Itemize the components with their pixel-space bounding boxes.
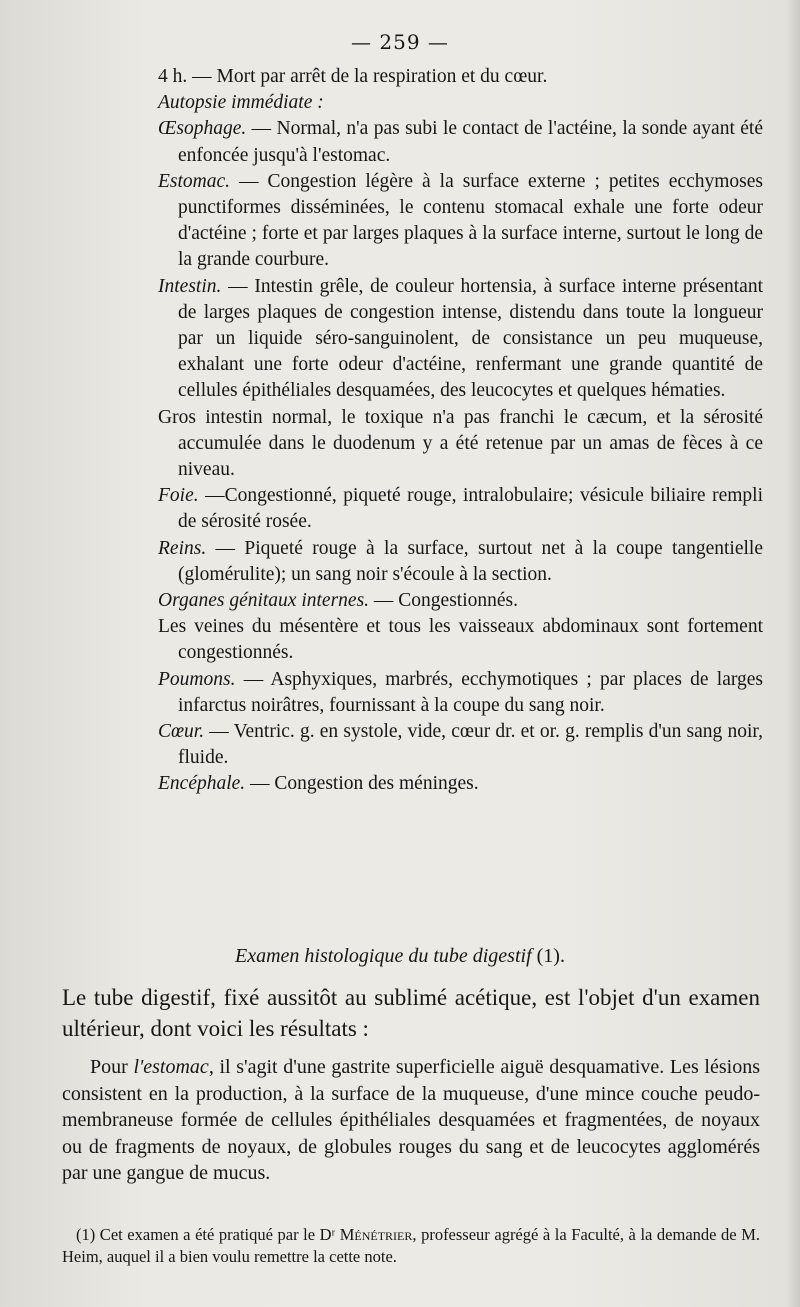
- note-entry: [158, 719, 763, 771]
- note-entry: [158, 483, 763, 535]
- note-label: Reins.: [158, 537, 207, 559]
- page-number: — 259 —: [351, 30, 449, 54]
- note-entry: [158, 536, 763, 588]
- paragraph-italic-term: l'estomac: [133, 1056, 209, 1078]
- note-label: Autopsie immédiate :: [158, 92, 324, 114]
- note-label: Estomac.: [158, 170, 231, 192]
- section-heading: [0, 945, 800, 968]
- note-entry: [158, 771, 763, 797]
- note-entry: [158, 90, 763, 116]
- footnote: [62, 1224, 760, 1268]
- note-text: — Congestion des méninges.: [245, 773, 479, 795]
- note-entry: [158, 116, 763, 168]
- paragraph-rest: , il s'agit d'une gastrite superficielle aiguë desquamative. Les lésions consistent en la production, à la surface de la muqueuse, d'une mince couche peudo-membraneuse formée de cellules épithéliales desquamées et fragmentées, de noyaux ou de fragments de noyaux, de globules rouges du sang et de leucocytes agglomérés par une gangue de mucus.: [62, 1056, 760, 1184]
- note-text: —Congestionné, piqueté rouge, intralobulaire; vésicule biliaire rempli de sérosité rosée.: [178, 485, 763, 533]
- note-text: 4 h. — Mort par arrêt de la respiration et du cœur.: [158, 66, 548, 87]
- note-text: Gros intestin normal, le toxique n'a pas franchi le cæcum, et la sérosité accumulée dans le duodenum y a été retenue par un amas de fèces à ce niveau.: [158, 406, 763, 481]
- note-label: Encéphale.: [158, 773, 246, 795]
- note-text: — Asphyxiques, marbrés, ecchymotiques ; par places de larges infarctus noirâtres, fournissant à la coupe du sang noir.: [178, 668, 763, 716]
- note-label: Poumons.: [158, 668, 236, 690]
- paragraph-estomac: [62, 1054, 760, 1187]
- note-entry: [158, 667, 763, 719]
- paragraph-intro: Le tube digestif, fixé aussitôt au sublimé acétique, est l'objet d'un examen ultérieur, dont voici les résultats :: [62, 985, 760, 1041]
- footnote-name: Ménétrier: [339, 1225, 413, 1244]
- autopsy-notes: [158, 64, 763, 798]
- note-label: Foie.: [158, 485, 199, 507]
- note-entry: [158, 614, 763, 666]
- footnote-lead: (1) Cet examen a été pratiqué par le Dʳ: [76, 1225, 340, 1244]
- section-heading-footnote-ref: (1).: [531, 945, 565, 967]
- note-entry: [158, 588, 763, 614]
- note-label: Organes génitaux internes.: [158, 590, 370, 612]
- note-label: Cœur.: [158, 721, 205, 743]
- section-heading-title: Examen histologique du tube digestif: [235, 945, 532, 967]
- footnote-rest: , professeur agrégé à la Faculté, à la demande de M. Heim, auquel il a bien voulu remettre la cette note.: [62, 1225, 760, 1266]
- note-entry: [158, 274, 763, 405]
- page-edge-shadow: [786, 0, 800, 1307]
- body-text: [62, 982, 760, 1187]
- note-text: Les veines du mésentère et tous les vaisseaux abdominaux sont fortement congestionnés.: [158, 616, 763, 664]
- note-label: Œsophage.: [158, 118, 247, 140]
- note-text: — Congestion légère à la surface externe ; petites ecchymoses punctiformes disséminées, le contenu stomacal exhale une forte odeur d'actéine ; forte et par larges plaques à la surface interne, surtout le long de la grande courbure.: [178, 170, 763, 271]
- note-text: — Ventric. g. en systole, vide, cœur dr. et or. g. remplis d'un sang noir, fluide.: [178, 721, 763, 769]
- note-text: — Piqueté rouge à la surface, surtout net à la coupe tangentielle (glomérulite); un sang noir s'écoule à la section.: [178, 537, 763, 585]
- paragraph-lead: Pour: [90, 1056, 134, 1078]
- note-label: Intestin.: [158, 275, 222, 297]
- note-text: — Normal, n'a pas subi le contact de l'actéine, la sonde ayant été enfoncée jusqu'à l'estomac.: [178, 118, 763, 166]
- note-entry: [158, 169, 763, 274]
- note-entry: [158, 64, 763, 90]
- note-entry: [158, 405, 763, 484]
- note-text: — Intestin grêle, de couleur hortensia, à surface interne présentant de larges plaques de congestion intense, distendu dans toute la longueur par un liquide séro-sanguinolent, de consistance un peu muqueuse, exhalant une forte odeur d'actéine, renfermant une grande quantité de cellules épithéliales desquamées, des leucocytes et quelques hématies.: [178, 275, 763, 402]
- note-text: — Congestionnés.: [369, 590, 519, 612]
